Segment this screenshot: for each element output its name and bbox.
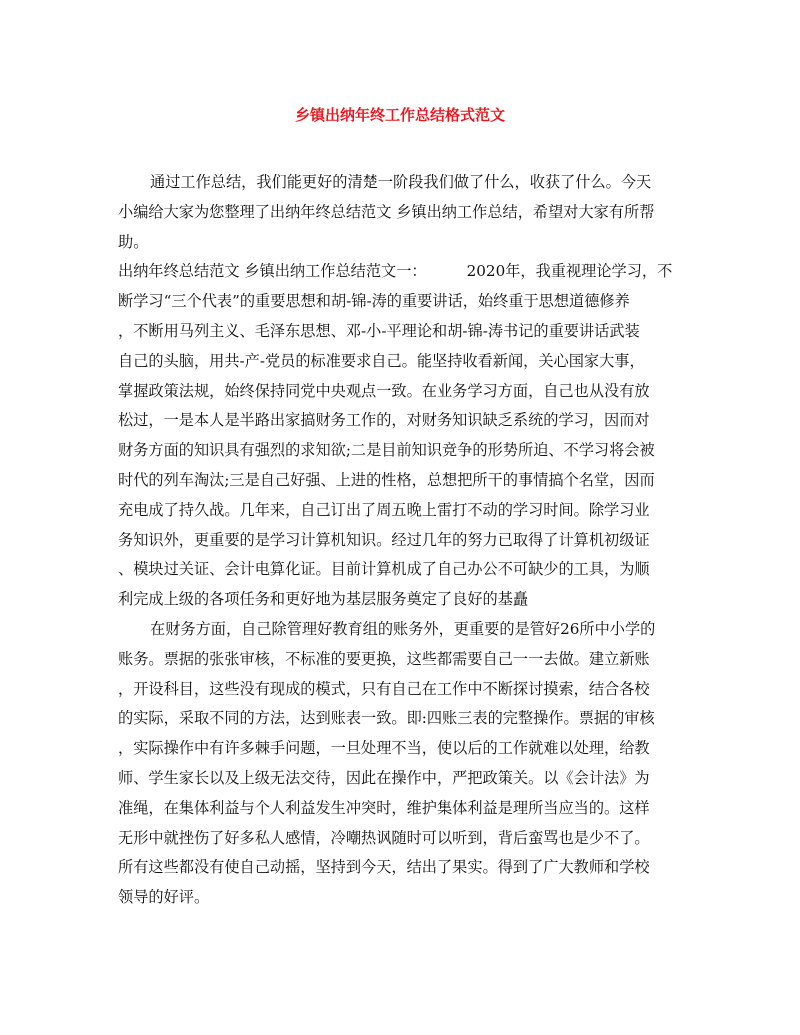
paragraph-line: 时代的列车淘汰;三是自己好强、上进的性格，总想把所干的事情搞个名堂，因而 [118, 470, 655, 489]
paragraph-line: 小编给大家为您整理了出纳年终总结范文 乡镇出纳工作总结，希望对大家有所帮 [118, 202, 655, 221]
paragraph-line: 账务。票据的张张审核，不标准的要更换，这些都需要自己一一去做。建立新账 [118, 649, 650, 668]
paragraph-line: ，不断用马列主义、毛泽东思想、邓-小-平理论和胡-锦-涛书记的重要讲话武装 [118, 321, 640, 340]
paragraph-line: 准绳，在集体利益与个人利益发生冲突时，维护集体利益是理所当应当的。这样 [118, 798, 650, 817]
section-heading: 出纳年终总结范文 乡镇出纳工作总结范文一： [118, 262, 427, 281]
paragraph-line: ，实际操作中有许多棘手问题，一旦处理不当，使以后的工作就难以处理，给教 [118, 739, 650, 758]
paragraph-line: 利完成上级的各项任务和更好地为基层服务奠定了良好的基矗 [118, 590, 529, 609]
paragraph-line: 在财务方面，自己除管理好教育组的账务外，更重要的是管好26所中小学的 [150, 619, 656, 638]
document-body [118, 168, 690, 913]
paragraph-line: 领导的好评。 [118, 888, 210, 907]
paragraph-line: 、模块过关证、会计电算化证。目前计算机成了自己办公不可缺少的工具，为顺 [118, 560, 650, 579]
document-title: 乡镇出纳年终工作总结格式范文 [294, 106, 505, 124]
paragraph-line: 务知识外，更重要的是学习计算机知识。经过几年的努力已取得了计算机初级证 [118, 530, 650, 549]
paragraph-line: 通过工作总结，我们能更好的清楚一阶段我们做了什么，收获了什么。今天 [150, 173, 652, 191]
paragraph-line: 的实际，采取不同的方法，达到账表一致。即:四账三表的完整操作。票据的审核 [118, 709, 655, 728]
paragraph-line: 财务方面的知识具有强烈的求知欲;二是目前知识竞争的形势所迫、不学习将会被 [118, 441, 655, 460]
paragraph-line: 充电成了持久战。几年来，自己订出了周五晚上雷打不动的学习时间。除学习业 [118, 500, 650, 519]
paragraph-line: 断学习“三个代表”的重要思想和胡-锦-涛的重要讲话，始终重于思想道德修养 [118, 292, 630, 311]
paragraph-line: 助。 [118, 232, 149, 251]
paragraph-line: 掌握政策法规，始终保持同党中央观点一致。在业务学习方面，自己也从没有放 [118, 381, 650, 400]
paragraph-line: 师、学生家长以及上级无法交待，因此在操作中，严把政策关。以《会计法》为 [118, 768, 650, 787]
paragraph-start: 2020年，我重视理论学习，不 [466, 262, 673, 281]
paragraph-line: 松过，一是本人是半路出家搞财务工作的，对财务知识缺乏系统的学习，因而对 [118, 411, 650, 430]
paragraph-line: 所有这些都没有使自己动摇，坚持到今天，结出了果实。得到了广大教师和学校 [118, 858, 650, 877]
paragraph-line: 自己的头脑，用共-产-党员的标准要求自己。能坚持收看新闻，关心国家大事， [118, 351, 645, 370]
paragraph-line: 无形中就挫伤了好多私人感情，冷嘲热讽随时可以听到，背后蛮骂也是少不了。 [118, 828, 650, 847]
paragraph-line: ，开设科目，这些没有现成的模式，只有自己在工作中不断探讨摸索，结合各校 [118, 679, 650, 698]
section-heading-line [118, 257, 690, 287]
